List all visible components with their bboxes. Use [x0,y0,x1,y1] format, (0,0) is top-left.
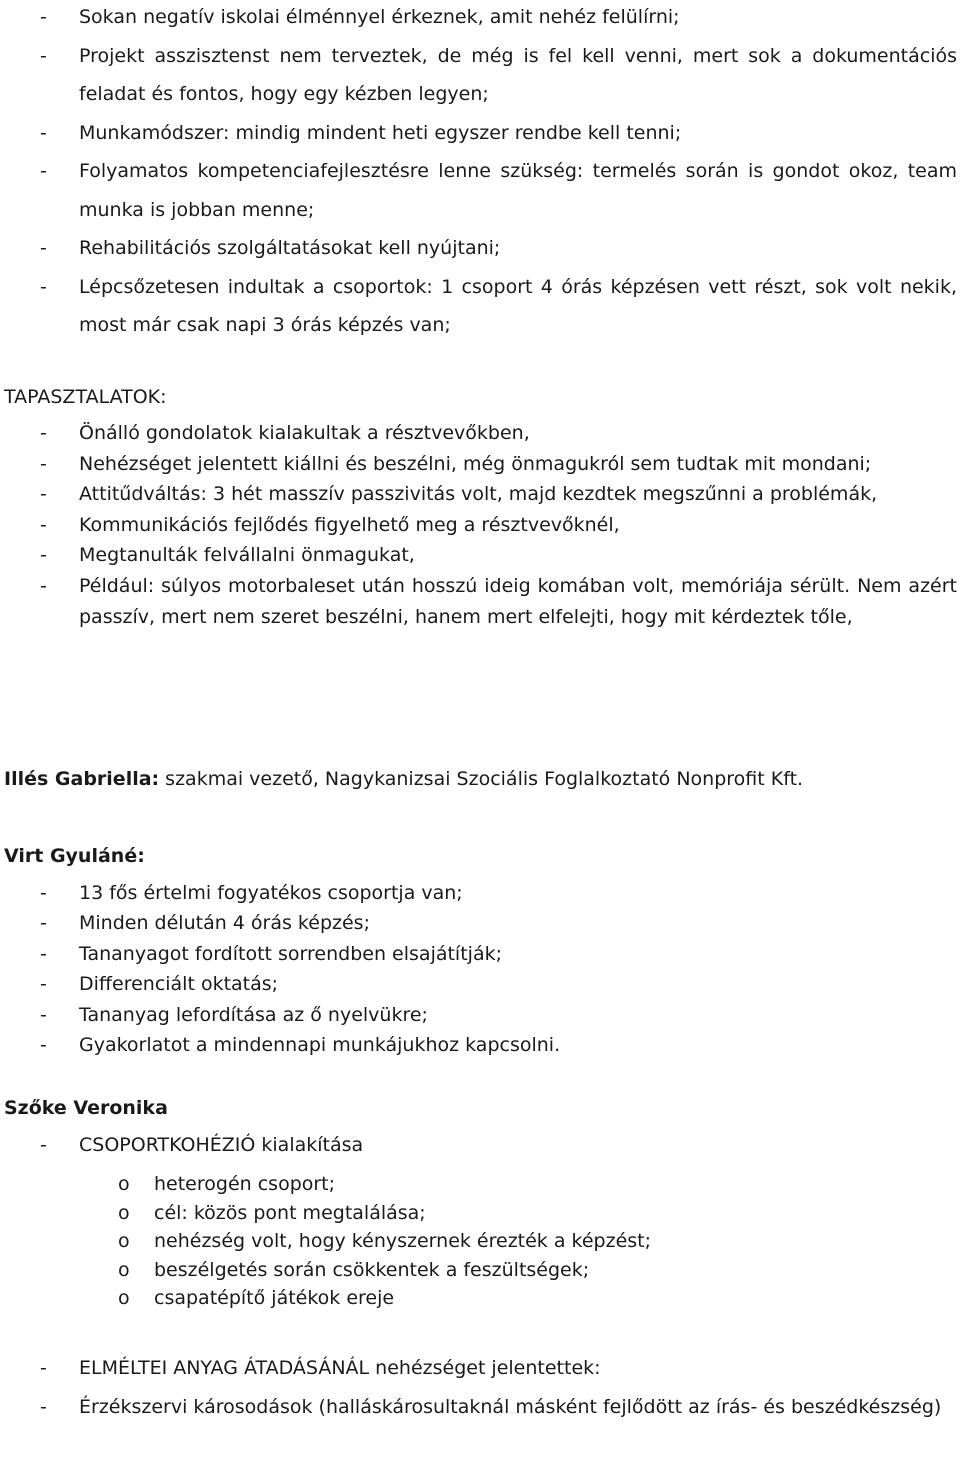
list-item: - Lépcsőzetesen indultak a csoportok: 1 csoport 4 órás képzésen vett részt, sok volt nekik, most már csak napi 3 órás képzés van; [4,268,957,345]
szoke-sublist [4,1170,957,1313]
tapasztalatok-list [4,418,957,632]
list-item: - Gyakorlatot a mindennapi munkájukhoz kapcsolni. [4,1030,957,1060]
list-item: - Nehézséget jelentett kiállni és beszélni, még önmagukról sem tudtak mit mondani; [4,449,957,480]
speaker-name: Illés Gabriella: [4,768,160,790]
list-item: - Érzékszervi károsodások (halláskárosultaknál másként fejlődött az írás- és beszédkészség) [4,1388,957,1427]
list-item: - Rehabilitációs szolgáltatásokat kell nyújtani; [4,229,957,268]
speaker-role: szakmai vezető, Nagykanizsai Szociális Foglalkoztató Nonprofit Kft. [159,768,804,790]
list-item: - Sokan negatív iskolai élménnyel érkeznek, amit nehéz felülírni; [4,0,957,37]
list-item: - Önálló gondolatok kialakultak a résztvevőkben, [4,418,957,449]
list-item: - Projekt asszisztenst nem terveztek, de még is fel kell venni, mert sok a dokumentációs feladat és fontos, hogy egy kézben legyen; [4,37,957,114]
list-item: - Megtanulták felvállalni önmagukat, [4,540,957,571]
tapasztalatok-heading: TAPASZTALATOK: [4,386,167,408]
list-item: - Tananyagot fordított sorrendben elsajátítják; [4,939,957,969]
virt-heading: Virt Gyuláné: [4,845,145,867]
szoke-list-2 [4,1349,957,1426]
list-item: - CSOPORTKOHÉZIÓ kialakítása [4,1130,957,1160]
list-item: - Attitűdváltás: 3 hét masszív passzivitás volt, majd kezdtek megszűnni a problémák, [4,479,957,510]
sub-list-item: o nehézség volt, hogy kényszernek érezték a képzést; [4,1227,957,1256]
sub-list-item: o beszélgetés során csökkentek a feszültségek; [4,1256,957,1285]
illes-line [4,764,803,794]
sub-list-item: o cél: közös pont megtalálása; [4,1199,957,1228]
list-item: - Például: súlyos motorbaleset után hosszú ideig komában volt, memóriája sérült. Nem azért passzív, mert nem szeret beszélni, hanem mert elfelejti, hogy mit kérdeztek tőle, [4,571,957,632]
list-item: - ELMÉLTEI ANYAG ÁTADÁSÁNÁL nehézséget jelentettek: [4,1349,957,1388]
sub-list-item: o csapatépítő játékok ereje [4,1284,957,1313]
szoke-heading: Szőke Veronika [4,1097,168,1119]
virt-list [4,878,957,1060]
list-item: - Minden délután 4 órás képzés; [4,908,957,938]
list-item: - Kommunikációs fejlődés figyelhető meg a résztvevőknél, [4,510,957,541]
list-item: - Differenciált oktatás; [4,969,957,999]
list-item: - Folyamatos kompetenciafejlesztésre lenne szükség: termelés során is gondot okoz, team munka is jobban menne; [4,152,957,229]
list-item: - Tananyag lefordítása az ő nyelvükre; [4,1000,957,1030]
szoke-list-1 [4,1130,957,1160]
list-item: - Munkamódszer: mindig mindent heti egyszer rendbe kell tenni; [4,114,957,153]
intro-list [4,0,957,345]
sub-list-item: o heterogén csoport; [4,1170,957,1199]
list-item: - 13 fős értelmi fogyatékos csoportja van; [4,878,957,908]
